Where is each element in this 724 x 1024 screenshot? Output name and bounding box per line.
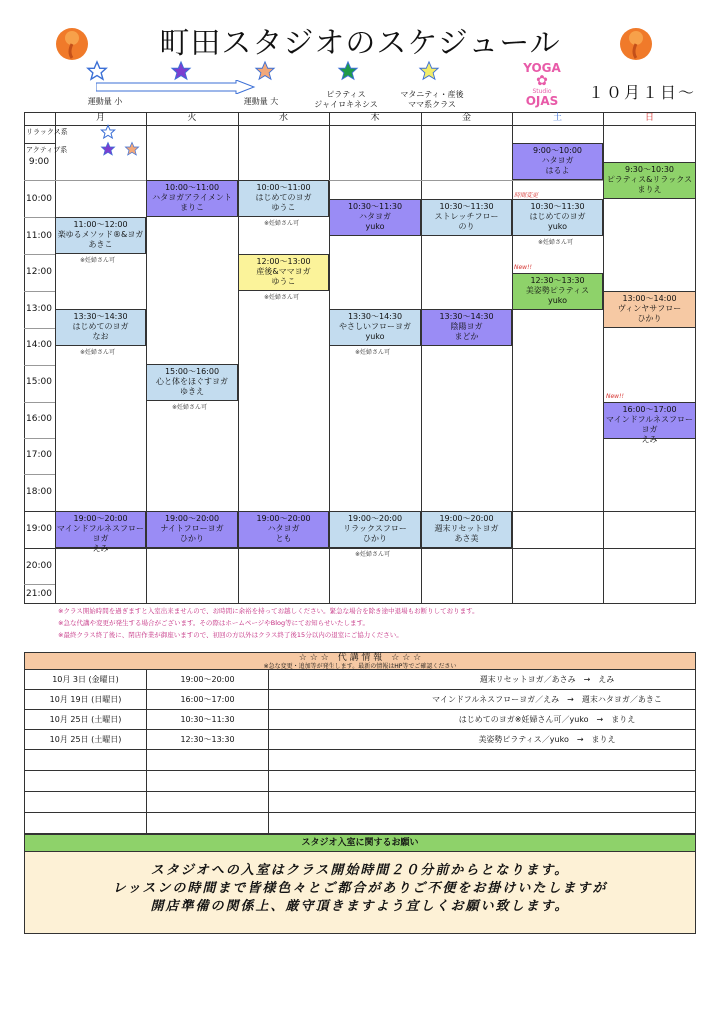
substitute-row-empty (24, 813, 696, 834)
class-teacher: のり (458, 222, 475, 231)
sub-info: 美姿勢ピラティス／yuko → まりえ (478, 735, 616, 744)
class-time: 13:30～14:30 (73, 312, 128, 321)
star-yellow-icon (418, 60, 440, 86)
empty-cell (25, 750, 147, 770)
logo-text-yoga: YOGA (523, 61, 561, 75)
class-block-tue-3[interactable] (146, 511, 238, 548)
ganesha-logo-left (54, 22, 90, 62)
class-block-sun-3[interactable] (603, 402, 696, 444)
class-time: 10:30～11:30 (439, 202, 494, 211)
grid-line (24, 291, 55, 292)
class-name: はじめてのヨガ (255, 193, 312, 202)
grid-line (24, 474, 55, 475)
pregnancy-note: ※妊婦さん可 (264, 220, 300, 227)
class-block-fri-3[interactable] (421, 511, 512, 548)
empty-cell (25, 792, 147, 812)
class-block-wed-1[interactable] (238, 180, 329, 217)
class-teacher: まりこ (180, 203, 204, 212)
active-label: アクティブ系 (26, 146, 68, 154)
class-name: 週末リセットヨガ (434, 524, 499, 533)
grid-line (24, 365, 55, 366)
time-label: 9:00 (28, 157, 50, 167)
pregnancy-note: ※妊婦さん可 (355, 349, 391, 356)
day-header-tue: 火 (187, 113, 197, 123)
studio-logo (512, 62, 572, 110)
sub-info: 週末リセットヨガ／あさみ → えみ (479, 675, 615, 684)
substitute-title: ☆ ☆ ☆ 代 講 情 報 ☆ ☆ ☆ (298, 653, 422, 663)
ganesha-logo-right (618, 22, 654, 62)
class-teacher: あきこ (88, 240, 113, 249)
class-time: 12:00～13:00 (256, 257, 311, 266)
class-block-sat-2[interactable] (512, 199, 603, 236)
class-name: 陰陽ヨガ (450, 322, 483, 331)
notice-line: 開店準備の関係上、厳守頂きますよう宜しくお願い致します。 (150, 899, 570, 914)
start-date: １０月１日～ (588, 83, 697, 102)
legend-amount-large: 運動量 大 (243, 97, 279, 106)
time-label: 13:00 (26, 304, 52, 314)
day-header-sat: 土 (552, 113, 562, 123)
class-time: 10:30～11:30 (347, 202, 403, 211)
time-label: 16:00 (26, 414, 52, 424)
class-teacher: あさ美 (454, 534, 479, 543)
time-change-tag: 時間変更 (514, 192, 539, 199)
pregnancy-note: ※妊婦さん可 (80, 257, 116, 264)
class-teacher: ゆきえ (180, 387, 204, 396)
class-time: 11:00～12:00 (73, 220, 128, 229)
sub-time: 19:00～20:00 (147, 670, 269, 689)
class-time: 19:00～20:00 (73, 514, 128, 523)
class-block-thu-3[interactable] (329, 511, 421, 548)
time-label: 18:00 (26, 487, 52, 497)
pregnancy-note: ※妊婦さん可 (172, 404, 208, 411)
grid-line (24, 328, 55, 329)
page-title: 町田スタジオのスケジュール (159, 26, 561, 61)
grid-line (24, 254, 55, 255)
legend-amount-small: 運動量 小 (87, 97, 123, 106)
class-block-mon-2[interactable] (55, 309, 146, 346)
class-teacher: ゆうこ (271, 277, 296, 286)
class-teacher: yuko (547, 222, 568, 231)
day-header-wed: 水 (278, 113, 288, 123)
notice-line: レッスンの時間まで皆様色々とご都合がありご不便をお掛けいたしますが (112, 881, 608, 896)
class-teacher: ひかり (637, 314, 662, 323)
sub-time: 10:30～11:30 (147, 710, 269, 729)
class-block-thu-1[interactable] (329, 199, 421, 236)
class-name: ナイトフローヨガ (160, 524, 224, 533)
substitute-row (24, 670, 696, 690)
substitute-row (24, 730, 696, 750)
notice-header: スタジオ入室に関するお願い (24, 834, 696, 852)
substitute-row-empty (24, 771, 696, 792)
grid-line (24, 125, 696, 126)
class-name: ストレッチフロー (434, 212, 499, 221)
substitute-row (24, 710, 696, 730)
time-label: 11:00 (26, 231, 52, 241)
footnote: ※クラス開始時間を過ぎますと入室出来ませんので、お時間に余裕を持ってお越しください。緊急な場合を除き途中退場もお断りしております。 (58, 607, 479, 615)
substitute-subtitle: ※急な変更・追加等が発生します。最新の情報はHP等でご確認ください (263, 663, 457, 670)
class-name: ヴィンヤサフロー (617, 304, 682, 313)
class-name: ハタヨガ (541, 156, 574, 165)
class-name: 心と体をほぐすヨガ (156, 377, 228, 386)
sub-time: 16:00～17:00 (147, 690, 269, 709)
empty-cell (147, 813, 269, 833)
legend-pilates: ピラティス ジャイロキネシス (314, 90, 378, 109)
class-name: ハタヨガ (267, 524, 300, 533)
class-time: 15:00～16:00 (164, 367, 220, 376)
time-label: 10:00 (26, 194, 52, 204)
new-tag: New!! (514, 264, 532, 271)
class-block-wed-3[interactable] (238, 511, 329, 548)
class-name: 美姿勢ピラティス (525, 286, 590, 295)
grid-line (512, 112, 513, 604)
class-time: 13:30～14:30 (347, 312, 403, 321)
class-name: マインドフルネスフローヨガ (605, 415, 694, 434)
class-name: 楽ゆるメソッド®&ヨガ (57, 230, 144, 239)
star-purple-icon (100, 141, 116, 161)
sub-date: 10月 25日 (土曜日) (25, 710, 147, 729)
class-time: 12:30～13:30 (530, 276, 585, 285)
legend-maternity: マタニティ・産後 ママ系クラス (400, 90, 464, 109)
grid-line (24, 180, 696, 181)
time-label: 20:00 (26, 561, 52, 571)
class-block-mon-3[interactable] (55, 511, 146, 553)
grid-line (24, 217, 55, 218)
class-time: 16:00～17:00 (622, 405, 677, 414)
class-time: 19:00～20:00 (347, 514, 403, 523)
relax-label: リラックス系 (26, 128, 68, 136)
class-name: リラックスフロー (343, 524, 407, 533)
class-block-mon-1[interactable] (55, 217, 146, 254)
empty-cell (147, 771, 269, 791)
class-time: 19:00～20:00 (256, 514, 311, 523)
class-teacher: はるよ (545, 166, 570, 175)
class-block-wed-2[interactable] (238, 254, 329, 291)
grid-line (24, 584, 55, 585)
class-teacher: なお (92, 332, 109, 341)
class-name: 産後&ママヨガ (256, 267, 311, 276)
class-name: ハタヨガアライメント (152, 193, 232, 202)
sub-time: 12:30～13:30 (147, 730, 269, 749)
substitute-row (24, 690, 696, 710)
class-time: 10:30～11:30 (530, 202, 585, 211)
notice-line: スタジオへの入室はクラス開始時間２０分前からとなります。 (150, 863, 570, 878)
class-name: はじめてのヨガ (72, 322, 129, 331)
footnote: ※急な代講や変更が発生する場合がございます。その際はホームページやBlog等にてお知らせいたします。 (58, 619, 369, 627)
class-teacher: yuko (365, 222, 385, 231)
class-name: マインドフルネスフローヨガ (56, 524, 145, 543)
class-block-fri-1[interactable] (421, 199, 512, 236)
class-teacher: まどか (454, 332, 479, 341)
time-label: 14:00 (26, 340, 52, 350)
class-teacher: えみ (92, 544, 109, 553)
class-block-sun-2[interactable] (603, 291, 696, 328)
class-teacher: yuko (365, 332, 385, 341)
sub-date: 10月 19日 (日曜日) (25, 690, 147, 709)
star-peach-icon (124, 141, 140, 161)
class-time: 10:00～11:00 (164, 183, 220, 192)
class-teacher: とも (275, 534, 292, 543)
empty-cell (147, 750, 269, 770)
empty-cell (25, 813, 147, 833)
class-teacher: ゆうこ (271, 203, 296, 212)
notice-body (24, 852, 696, 934)
class-teacher: まりえ (637, 185, 662, 194)
class-block-fri-2[interactable] (421, 309, 512, 346)
substitute-row-empty (24, 792, 696, 813)
pregnancy-note: ※妊婦さん可 (80, 349, 116, 356)
class-name: はじめてのヨガ (529, 212, 586, 221)
class-time: 10:00～11:00 (256, 183, 311, 192)
star-peach-icon (254, 60, 276, 86)
sub-info: はじめてのヨガ※妊婦さん可／yuko → まりえ (458, 715, 636, 724)
pregnancy-note: ※妊婦さん可 (264, 294, 300, 301)
new-tag: New!! (606, 393, 624, 400)
class-time: 9:00～10:00 (532, 146, 583, 155)
day-header-mon: 月 (95, 113, 105, 123)
day-header-thu: 木 (370, 113, 380, 123)
time-label: 17:00 (26, 450, 52, 460)
sub-date: 10月 3日 (金曜日) (25, 670, 147, 689)
class-time: 9:30～10:30 (624, 165, 675, 174)
grid-line (24, 438, 55, 439)
pregnancy-note: ※妊婦さん可 (538, 239, 574, 246)
star-purple-icon (170, 60, 192, 86)
lotus-icon: ✿ (536, 73, 548, 89)
star-green-icon (337, 60, 359, 86)
pregnancy-note: ※妊婦さん可 (355, 551, 391, 558)
class-time: 19:00～20:00 (164, 514, 220, 523)
day-header-sun: 日 (644, 113, 654, 123)
class-block-tue-2[interactable] (146, 364, 238, 401)
time-label: 19:00 (26, 524, 52, 534)
class-block-thu-2[interactable] (329, 309, 421, 346)
class-time: 13:00～14:00 (622, 294, 677, 303)
logo-text-ojas: OJAS (525, 94, 559, 108)
empty-cell (147, 792, 269, 812)
class-teacher: yuko (547, 296, 568, 305)
class-name: ハタヨガ (359, 212, 391, 221)
class-block-sun-1[interactable] (603, 162, 696, 199)
class-name: ピラティス&リラックス (606, 175, 693, 184)
substitute-row-empty (24, 750, 696, 771)
sub-date: 10月 25日 (土曜日) (25, 730, 147, 749)
footnote: ※最終クラス終了後に、閉店作業が御座いますので、初回の方以外はクラス終了後15分以内の退室にご協力ください。 (58, 631, 403, 639)
time-label: 21:00 (26, 589, 52, 599)
time-label: 12:00 (26, 267, 52, 277)
day-header-fri: 金 (461, 113, 471, 123)
class-time: 19:00～20:00 (439, 514, 494, 523)
time-label: 15:00 (26, 377, 52, 387)
class-teacher: えみ (641, 435, 658, 444)
empty-cell (25, 771, 147, 791)
sub-info: マインドフルネスフローヨガ／えみ → 週末ハタヨガ／あきこ (432, 695, 662, 704)
class-name: やさしいフローヨガ (339, 322, 411, 331)
class-block-sat-3[interactable] (512, 273, 603, 310)
class-block-tue-1[interactable] (146, 180, 238, 217)
grid-line (24, 402, 55, 403)
class-block-sat-1[interactable] (512, 143, 603, 180)
class-time: 13:30～14:30 (439, 312, 494, 321)
substitute-header (24, 652, 696, 670)
logo-text-studio: Studio (532, 88, 552, 95)
class-teacher: ひかり (363, 534, 387, 543)
class-teacher: ひかり (180, 534, 204, 543)
grid-line (24, 143, 55, 144)
